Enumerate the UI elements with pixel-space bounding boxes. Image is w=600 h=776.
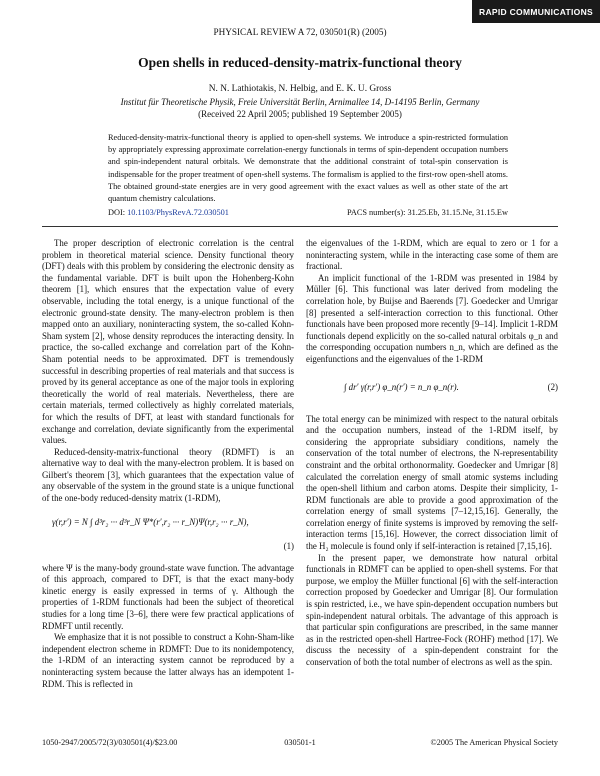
paragraph: The proper description of electronic correlation is the central problem in theoretical material science. Density functional theory (DFT) deals with this problem by considering the electronic density as the fundamental variable. DFT is built upon the Hohenberg-Kohn theorem [1], which ensures that the expectation value of every observable, including the total energy, is a unique functional of the electronic ground-state density. The many-electron problem is then mapped onto an auxiliary, noninteracting system, the so-called Kohn-Sham system [2], whose density reproduces the interacting density. In practice, the so-called exchange and correlation part of the Kohn-Sham potential needs to be approximated. DFT is tremendously successful in describing properties of real materials and that success is proved by its general acceptance as one of the major tools in exploring theoretically the world of real materials. Nevertheless, there are certain materials, termed collectively as highly correlated materials, for which the results of DFT, at least with standard functionals for exchange and correlation, deviate significantly from the experimental values.: [42, 238, 294, 446]
journal-citation: PHYSICAL REVIEW A 72, 030501(R) (2005): [213, 27, 387, 37]
equation-number: (2): [547, 381, 558, 392]
paragraph: An implicit functional of the 1-RDM was presented in 1984 by Müller [6]. This functional was later derived from modeling the correlation hole, by Buijse and Baerends [7]. Goedecker and Umrigar [8] presented a self-interaction correction to this functional. Other functionals have been proposed more recently [9–14]. Implicit 1-RDM functionals depend explicitly on the so-called natural orbitals φ_n and the corresponding occupation numbers n_n, which are defined as the eigenfunctions and the eigenvalues of the 1-RDM: [306, 272, 558, 364]
equation-expression: γ(r,r′) = N ∫ d³r₂ ··· d³r_N Ψ*(r′,r₂ ··· r_N)Ψ(r,r₂ ··· r_N),: [52, 516, 249, 527]
doi-link[interactable]: 10.1103/PhysRevA.72.030501: [127, 208, 229, 217]
equation-2: [306, 378, 558, 404]
right-column: [306, 238, 558, 669]
paragraph: where Ψ is the many-body ground-state wave function. The advantage of this approach, compared to DFT, is that the exact many-body kinetic energy is easily expressed in terms of γ. Although the properties of 1-RDM functionals had been the subject of theoretical studies for a long time [3–6], there were few practical applications of RDMFT until recently.: [42, 562, 294, 631]
section-banner: RAPID COMMUNICATIONS: [472, 0, 600, 23]
paragraph: the eigenvalues of the 1-RDM, which are equal to zero or 1 for a noninteracting system, while in the interacting case some of them are fractional.: [306, 238, 558, 272]
section-divider: [42, 226, 558, 227]
doi-label: DOI:: [108, 208, 126, 217]
equation-expression: ∫ dr′ γ(r,r′) φ_n(r′) = n_n φ_n(r).: [344, 381, 459, 392]
equation-1: [42, 517, 294, 553]
paragraph: Reduced-density-matrix-functional theory (RDMFT) is an alternative way to deal with the many-electron problem. It is based on Gilbert's theorem [3], which guarantees that the expectation value of any observable of the system in the ground state is a unique functional of the one-body reduced-density matrix (1-RDM),: [42, 446, 294, 504]
affiliation: Institut für Theoretische Physik, Freie Universität Berlin, Arnimallee 14, D-14195 Berlin, Germany: [120, 97, 480, 107]
page-number: 030501-1: [284, 738, 316, 747]
abstract: Reduced-density-matrix-functional theory is applied to open-shell systems. We introduce a spin-restricted formulation by appropriately expressing approximate correlation-energy functionals in terms of spin-dependent occupation numbers and spin-independent natural orbitals. We demonstrate that the additional constraint of total-spin conservation is indispensable for the proper treatment of open-shell systems. The formalism is applied to the first-row open-shell atoms. The obtained ground-state energies are in very good agreement with the exact values as well as other state of the art quantum chemistry calculations.: [108, 133, 508, 204]
author-list: N. N. Lathiotakis, N. Helbig, and E. K. U. Gross: [208, 84, 392, 94]
copyright: ©2005 The American Physical Society: [430, 738, 558, 747]
received-dates: (Received 22 April 2005; published 19 September 2005): [198, 109, 402, 119]
pacs-numbers: PACS number(s): 31.25.Eb, 31.15.Ne, 31.15.Ew: [346, 208, 508, 217]
doi: [108, 208, 229, 217]
left-column: [42, 238, 294, 690]
paragraph: In the present paper, we demonstrate how natural orbital functionals in RDMFT can be applied to open-shell systems. For that purpose, we employ the Müller functional [6] with the self-interaction correction proposed by Goedecker and Umrigar [8]. Our formulation is spin restricted, i.e., we have spin-dependent occupation numbers but spin-independent natural orbitals. The advantage of this approach is that particular spin configurations are prescribed, in the same manner as in the restricted open-shell Hartree-Fock (ROHF) method [17]. We discuss the necessity of a spin-dependent constraint for the conservation of both the total number of electrons as well as the spin.: [306, 552, 558, 667]
paragraph: The total energy can be minimized with respect to the natural orbitals and the occupation numbers, instead of the 1-RDM itself, by considering the appropriate subsidiary conditions, namely the conservation of the total number of electrons, the N-representability constraint and the orbital orthonormality. Goedecker and Umrigar [8] calculated the correlation energy of small atomic systems including the open-shell lithium and carbon atoms. Despite their simplicity, 1-RDM functionals are able to provide a good approximation of the correlation energy of small systems [7–12,15,16]. Generally, the correlation energy of finite systems is improved by removing the self-interaction terms [15,16]. However, the correct dissociation limit of the H₂ molecule is found only if self-interaction is retained [7,15,16].: [306, 413, 558, 552]
equation-number: (1): [283, 540, 294, 551]
paper-title: Open shells in reduced-density-matrix-functional theory: [138, 55, 462, 70]
paragraph: We emphasize that it is not possible to construct a Kohn-Sham-like independent electron scheme in RDMFT: Due to its nonidempotency, the 1-RDM of an interacting system cannot be reproduced by a noninteracting system because the latter always has an idempotent 1-RDM. This is reflected in: [42, 632, 294, 689]
footer-code: 1050-2947/2005/72(3)/030501(4)/$23.00: [42, 738, 178, 747]
